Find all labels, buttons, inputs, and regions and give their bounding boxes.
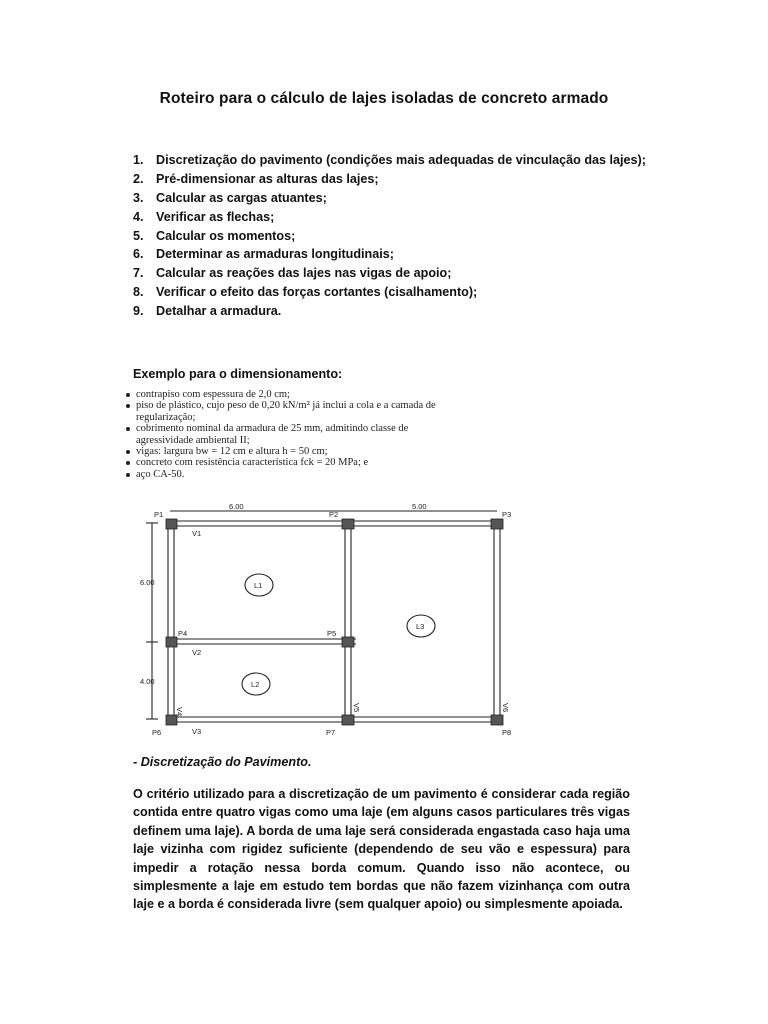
step-number: 4. <box>133 209 144 224</box>
step-text: Verificar as flechas; <box>156 209 275 224</box>
dimension-label: 4.00 <box>140 677 155 686</box>
pillar-label: P6 <box>152 728 162 737</box>
step-item <box>133 283 646 302</box>
parameter-item: cobrimento nominal da armadura de 25 mm, admitindo classe de agressividade ambiental II; <box>124 423 456 446</box>
step-item <box>133 170 646 189</box>
step-text: Pré-dimensionar as alturas das lajes; <box>156 171 379 186</box>
document-title: Roteiro para o cálculo de lajes isoladas de concreto armado <box>159 90 609 107</box>
step-text: Discretização do pavimento (condições mais adequadas de vinculação das lajes); <box>156 153 646 167</box>
parameter-item: piso de plástico, cujo peso de 0,20 kN/m² já inclui a cola e a camada de regularização; <box>124 400 456 423</box>
parameter-item: vigas: largura bw = 12 cm e altura h = 50 cm; <box>124 446 456 457</box>
pillar-label: P8 <box>502 728 512 737</box>
step-text: Detalhar a armadura. <box>156 304 282 319</box>
step-text: Calcular as cargas atuantes; <box>156 190 327 205</box>
step-item <box>133 264 646 283</box>
parameter-item: aço CA-50. <box>124 469 456 480</box>
step-item <box>133 208 646 227</box>
pillar-label: P1 <box>154 510 164 519</box>
steps-list <box>133 151 646 321</box>
step-item <box>133 189 646 208</box>
beam-label: V6 <box>501 703 510 713</box>
step-number: 6. <box>133 247 144 262</box>
step-number: 3. <box>133 190 144 205</box>
step-item <box>133 151 646 170</box>
slab-label: L1 <box>254 581 263 590</box>
step-item <box>133 302 646 321</box>
beam-label: V5 <box>352 703 361 713</box>
slab-label: L3 <box>416 622 425 631</box>
dimension-label: 6.00 <box>229 503 244 511</box>
dimension-label: 6.00 <box>140 578 155 587</box>
pillar-label: P4 <box>178 629 188 638</box>
pillar-label: P3 <box>502 510 512 519</box>
step-number: 2. <box>133 171 144 186</box>
scanned-example-figure <box>124 385 644 745</box>
floor-plan-diagram <box>124 503 644 745</box>
beam-label: V1 <box>192 529 202 538</box>
step-text: Calcular os momentos; <box>156 228 296 243</box>
parameter-item: contrapiso com espessura de 2,0 cm; <box>124 389 456 400</box>
step-item <box>133 227 646 246</box>
step-number: 9. <box>133 304 144 319</box>
section-heading: - Discretização do Pavimento. <box>133 755 312 769</box>
pillar-label: P5 <box>327 629 337 638</box>
pillar-label: P7 <box>326 728 336 737</box>
step-number: 5. <box>133 228 144 243</box>
dimension-label: 5.00 <box>412 503 427 511</box>
step-text: Verificar o efeito das forças cortantes (cisalhamento); <box>156 285 478 300</box>
step-number: 1. <box>133 153 144 167</box>
step-text: Determinar as armaduras longitudinais; <box>156 247 394 262</box>
example-parameters-list <box>124 389 456 480</box>
example-heading: Exemplo para o dimensionamento: <box>133 367 343 381</box>
parameter-item: concreto com resistência característica fck = 20 MPa; e <box>124 457 456 468</box>
step-item <box>133 245 646 264</box>
beam-label: V4 <box>175 707 184 717</box>
beam-label: V3 <box>192 727 202 736</box>
slab-label: L2 <box>251 680 260 689</box>
beam-label: V2 <box>192 648 202 657</box>
pillar-label: P2 <box>329 510 339 519</box>
step-text: Calcular as reações das lajes nas vigas de apoio; <box>156 266 452 281</box>
body-paragraph: O critério utilizado para a discretização de um pavimento é considerar cada região contida entre quatro vigas como uma laje (em alguns casos particulares três vigas definem uma laje). A borda de uma laje será considerada engastada caso haja uma laje vizinha com rigidez suficiente (dependendo de seu vão e espessura) para impedir a rotação nessa borda comum. Quando isso não acontece, ou simplesmente a laje em estudo tem bordas que não fazem vizinhança com outra laje e a borda é considerada livre (sem qualquer apoio) ou simplesmente apoiada. <box>133 787 630 912</box>
step-number: 8. <box>133 285 144 300</box>
step-number: 7. <box>133 266 144 281</box>
